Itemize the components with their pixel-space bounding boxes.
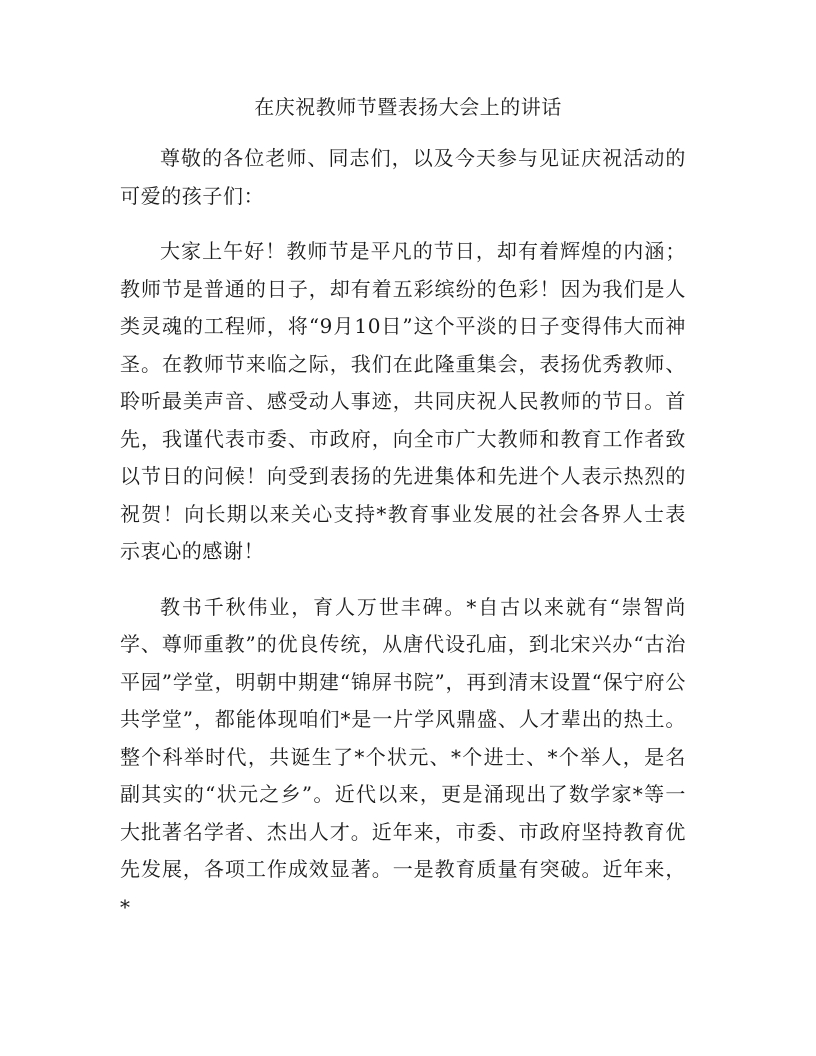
document-title: 在庆祝教师节暨表扬大会上的讲话 bbox=[254, 95, 562, 119]
document-body bbox=[120, 140, 686, 926]
salutation-paragraph: 尊敬的各位老师、同志们，以及今天参与见证庆祝活动的可爱的孩子们： bbox=[120, 146, 686, 208]
greeting-paragraph: 大家上午好！教师节是平凡的节日，却有着辉煌的内涵；教师节是普通的日子，却有着五彩缤纷的色彩！因为我们是人类灵魂的工程师，将“9月10日”这个平淡的日子变得伟大而神圣。在教师节来临之际，我们在此隆重集会，表扬优秀教师、聆听最美声音、感受动人事迹，共同庆祝人民教师的节日。首先，我谨代表市委、市政府，向全市广大教师和教育工作者致以节日的问候！向受到表扬的先进集体和先进个人表示热烈的祝贺！向长期以来关心支持*教育事业发展的社会各界人士表示衷心的感谢！ bbox=[120, 239, 686, 563]
history-paragraph: 教书千秋伟业，育人万世丰碑。*自古以来就有“崇智尚学、尊师重教”的优良传统，从唐代设孔庙，到北宋兴办“古治平园”学堂，明朝中期建“锦屏书院”，再到清末设置“保宁府公共学堂”，都能体现咱们*是一片学风鼎盛、人才辈出的热土。整个科举时代，共诞生了*个状元、*个进士、*个举人，是名副其实的“状元之乡”。近代以来，更是涌现出了数学家*等一大批著名学者、杰出人才。近年来，市委、市政府坚持教育优先发展，各项工作成效显著。一是教育质量有突破。近年来，* bbox=[120, 594, 686, 919]
